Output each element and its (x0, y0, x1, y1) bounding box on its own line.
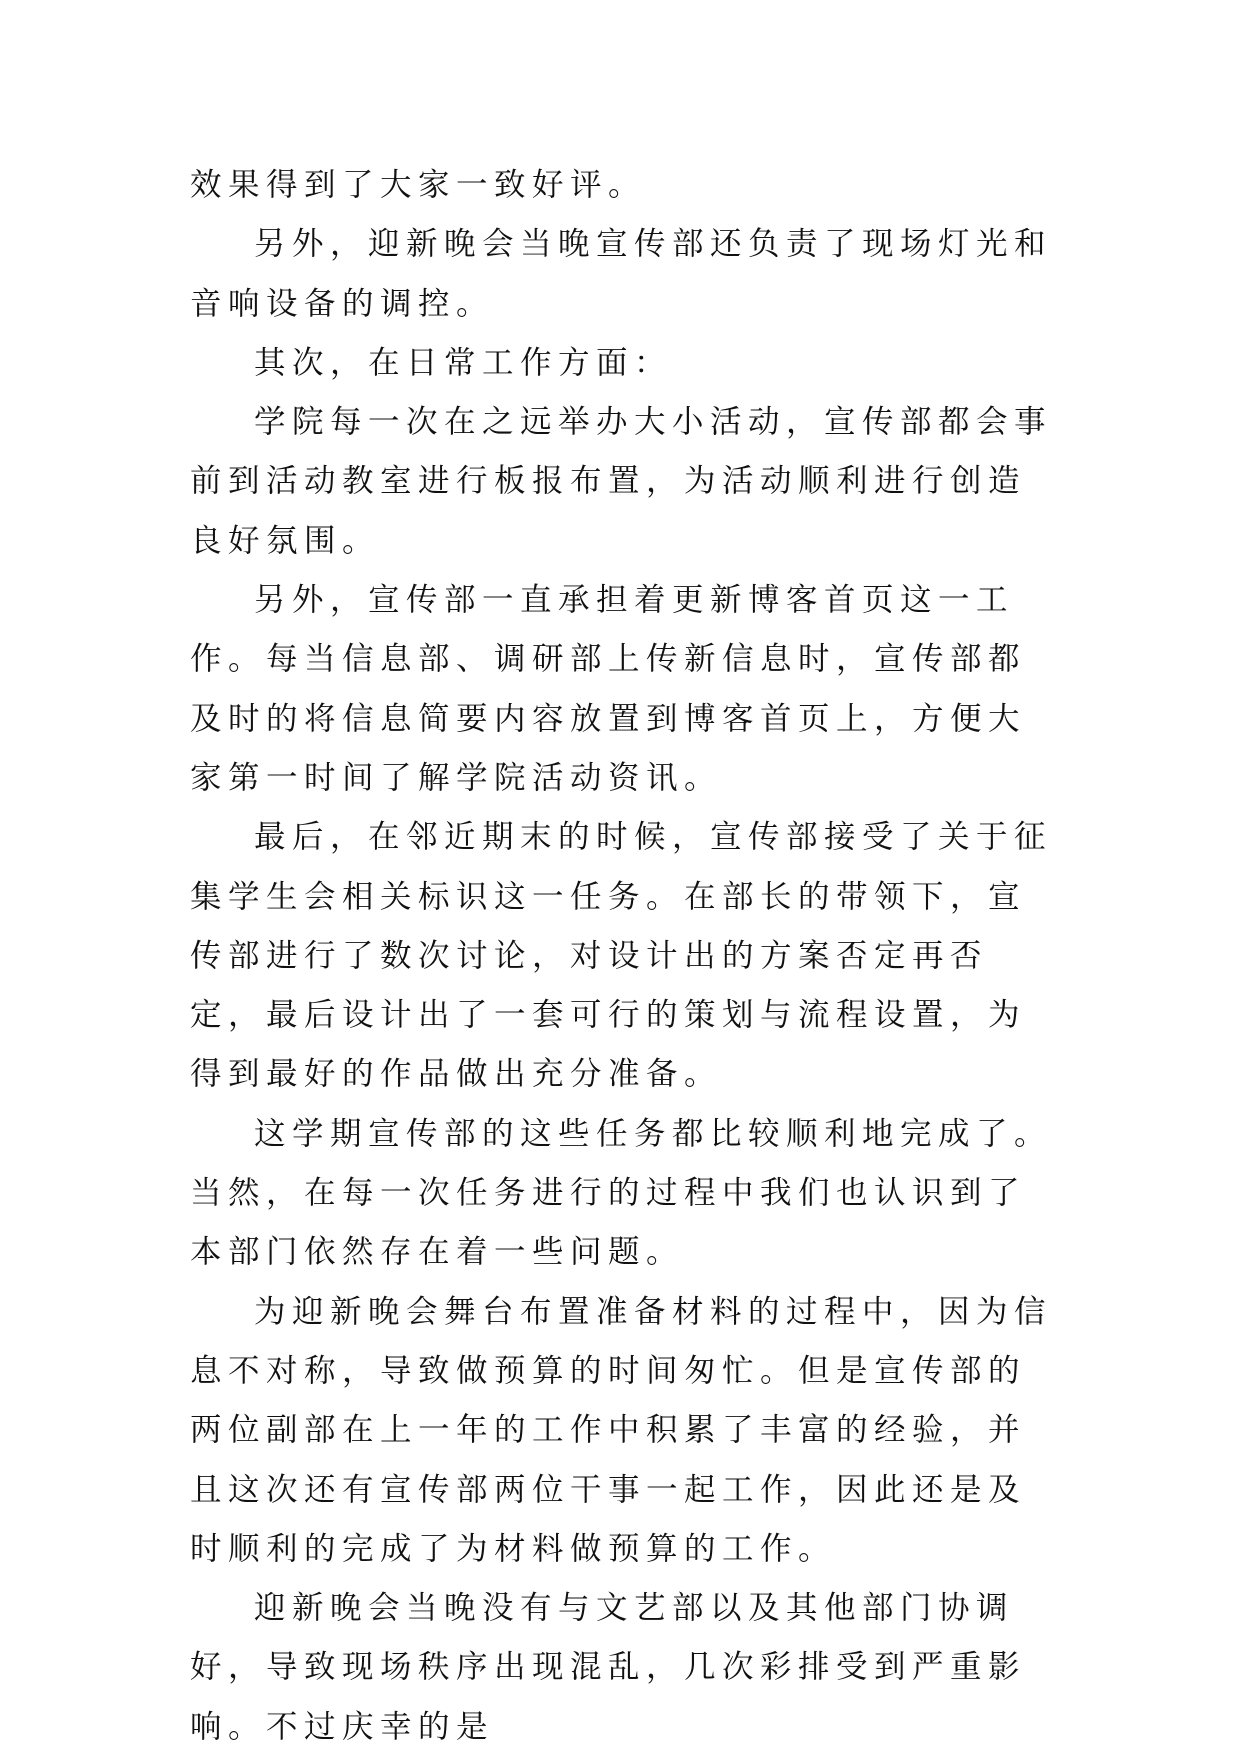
paragraph-8: 为迎新晚会舞台布置准备材料的过程中，因为信息不对称，导致做预算的时间匆忙。但是宣传部的两位副部在上一年的工作中积累了丰富的经验，并且这次还有宣传部两位干事一起工作，因此还是及时顺利的完成了为材料做预算的工作。 (190, 1293, 1053, 1567)
paragraph-9: 迎新晚会当晚没有与文艺部以及其他部门协调好，导致现场秩序出现混乱，几次彩排受到严重影响。不过庆幸的是 (190, 1590, 1027, 1745)
paragraph-3: 其次，在日常工作方面： (254, 344, 673, 381)
paragraph-1: 效果得到了大家一致好评。 (190, 167, 647, 203)
paragraph-2: 另外，迎新晚会当晚宣传部还负责了现场灯光和音响设备的调控。 (190, 226, 1053, 322)
paragraph-6: 最后，在邻近期末的时候，宣传部接受了关于征集学生会相关标识这一任务。在部长的带领下，宣传部进行了数次讨论，对设计出的方案否定再否定，最后设计出了一套可行的策划与流程设置，为得到最好的作品做出充分准备。 (190, 819, 1053, 1093)
paragraph-4: 学院每一次在之远举办大小活动，宣传部都会事前到活动教室进行板报布置，为活动顺利进行创造良好氛围。 (190, 404, 1053, 559)
document-body (190, 156, 1052, 1757)
paragraph-5: 另外，宣传部一直承担着更新博客首页这一工作。每当信息部、调研部上传新信息时，宣传部都及时的将信息简要内容放置到博客首页上，方便大家第一时间了解学院活动资讯。 (190, 582, 1027, 796)
paragraph-7: 这学期宣传部的这些任务都比较顺利地完成了。当然，在每一次任务进行的过程中我们也认识到了本部门依然存在着一些问题。 (190, 1115, 1053, 1271)
